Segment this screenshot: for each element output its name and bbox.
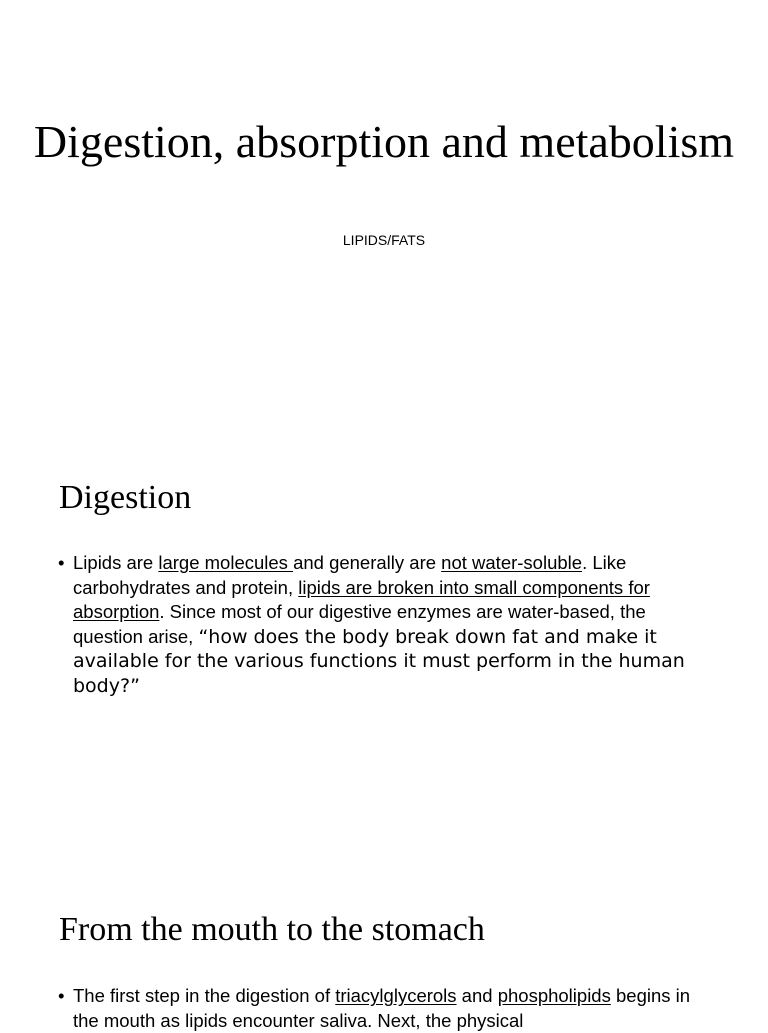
bullet-text: [73, 551, 718, 698]
bullet-text: [73, 984, 718, 1033]
text-run: The first step in the digestion of: [73, 985, 336, 1006]
text-run: and: [456, 985, 498, 1006]
slide-title: Digestion, absorption and metabolism: [33, 116, 735, 167]
underlined-term: triacylglycerols: [335, 985, 457, 1006]
underlined-term: lipids are broken into small components for absorption: [73, 576, 650, 622]
underlined-term: not water-soluble: [441, 552, 583, 573]
text-run: Lipids are: [73, 552, 159, 573]
bullet-digestion: [58, 551, 718, 698]
text-run: begins in the mouth as lipids encounter saliva. Next, the physical: [73, 985, 691, 1031]
underlined-term: large molecules: [158, 552, 294, 573]
text-run: and generally are: [293, 552, 442, 573]
section-heading-digestion: Digestion: [59, 479, 192, 516]
quoted-question: “how does the body break down fat and make it available for the various functions it must perform in the human body?”: [73, 625, 685, 697]
section-heading-mouth-to-stomach: From the mouth to the stomach: [59, 911, 485, 948]
text-run: . Since most of our digestive enzymes are water-based, the question arise,: [73, 601, 646, 647]
slide-subtitle: LIPIDS/FATS: [342, 232, 426, 248]
bullet-dot-icon: •: [58, 552, 65, 573]
bullet-dot-icon: •: [58, 985, 65, 1006]
bullet-mouth-to-stomach: [58, 984, 718, 1033]
text-run: . Like carbohydrates and protein,: [73, 552, 627, 598]
underlined-term: phospholipids: [497, 985, 611, 1006]
